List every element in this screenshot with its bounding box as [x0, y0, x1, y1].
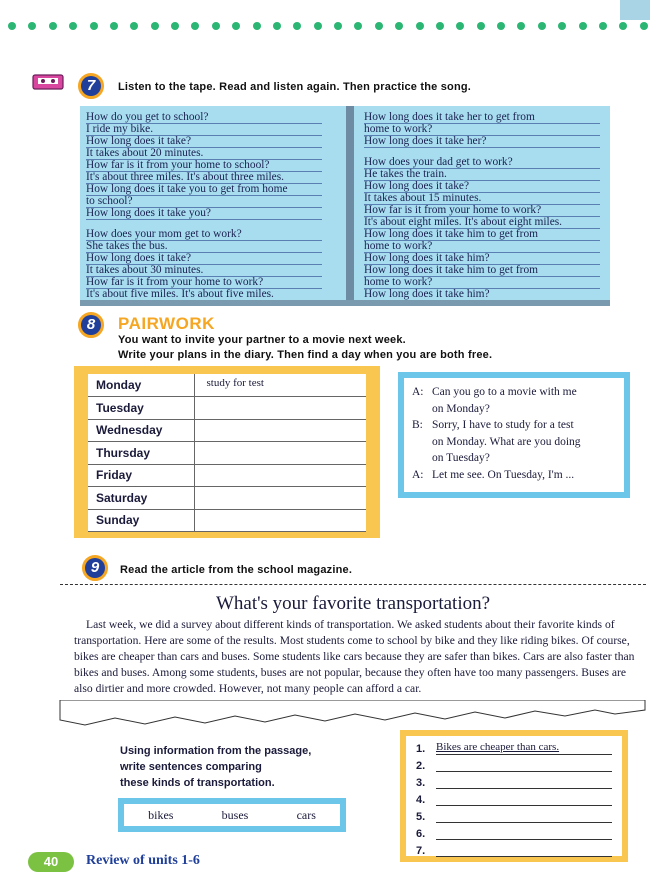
- diary-day: Thursday: [88, 442, 194, 465]
- answer-line[interactable]: [436, 843, 612, 857]
- diary-table: [88, 374, 366, 532]
- answer-line[interactable]: [436, 792, 612, 806]
- song-line: It takes about 20 minutes.: [86, 148, 322, 160]
- answer-line[interactable]: [436, 775, 612, 789]
- answer-line[interactable]: [436, 758, 612, 772]
- border-dot: [579, 22, 587, 30]
- magazine-article: [60, 584, 646, 718]
- song-line: How long does it take you to get from home: [86, 184, 322, 196]
- answer-number: 1.: [416, 743, 426, 755]
- border-dot: [497, 22, 505, 30]
- answer-line[interactable]: Bikes are cheaper than cars.: [436, 741, 612, 755]
- border-dot: [8, 22, 16, 30]
- dialogue-line: [412, 450, 616, 467]
- dialogue-speaker: [412, 434, 432, 451]
- diary-row: [88, 487, 366, 510]
- song-line: home to work?: [364, 124, 600, 136]
- section-9-instruction: Read the article from the school magazine.: [120, 564, 353, 576]
- song-line: How long does it take him?: [364, 289, 600, 301]
- border-dot: [640, 22, 648, 30]
- dialogue-speaker: A:: [412, 468, 424, 481]
- song-right-column: [364, 112, 600, 301]
- word-bikes: bikes: [148, 807, 174, 822]
- top-dot-border: [8, 22, 648, 34]
- word-cars: cars: [296, 807, 316, 822]
- answer-row: [416, 789, 612, 806]
- dialogue-speaker: [412, 450, 432, 467]
- answer-line[interactable]: [436, 809, 612, 823]
- border-dot: [416, 22, 424, 30]
- diary-day: Tuesday: [88, 397, 194, 420]
- border-dot: [110, 22, 118, 30]
- diary-plan-cell[interactable]: [194, 419, 366, 442]
- diary-row: [88, 509, 366, 532]
- song-line: How long does it take?: [86, 136, 322, 148]
- diary-day: Wednesday: [88, 419, 194, 442]
- border-dot: [334, 22, 342, 30]
- border-dot: [69, 22, 77, 30]
- diary-row: [88, 442, 366, 465]
- task-line: these kinds of transportation.: [120, 777, 275, 789]
- dialogue-speaker: A:: [412, 386, 424, 398]
- song-line: home to work?: [364, 241, 600, 253]
- border-dot: [314, 22, 322, 30]
- dialogue-speaker: [412, 401, 432, 418]
- diary-row: [88, 419, 366, 442]
- answer-row: [416, 738, 612, 755]
- page-number: 40: [28, 852, 74, 872]
- dialogue-line: [412, 417, 616, 434]
- border-dot: [151, 22, 159, 30]
- dialogue-text: Can you go to a movie with me: [432, 386, 577, 398]
- song-line: I ride my bike.: [86, 124, 322, 136]
- diary-plan-cell[interactable]: [194, 442, 366, 465]
- answer-number: 4.: [416, 794, 426, 806]
- song-line: It takes about 15 minutes.: [364, 193, 600, 205]
- border-dot: [130, 22, 138, 30]
- border-dot: [171, 22, 179, 30]
- border-dot: [477, 22, 485, 30]
- diary-day: Monday: [88, 374, 194, 397]
- answer-number: 3.: [416, 777, 426, 789]
- dialogue-line: [412, 467, 616, 484]
- dialogue-line: [412, 401, 616, 418]
- dialogue-text: Let me see. On Tuesday, I'm ...: [432, 468, 575, 481]
- border-dot: [619, 22, 627, 30]
- top-corner-band: [620, 0, 650, 20]
- dialogue-text: on Monday. What are you doing: [432, 435, 581, 448]
- border-dot: [49, 22, 57, 30]
- border-dot: [395, 22, 403, 30]
- section-7-instruction: Listen to the tape. Read and listen again. Then practice the song.: [118, 81, 472, 93]
- dialogue-text: on Tuesday?: [432, 452, 490, 464]
- border-dot: [253, 22, 261, 30]
- article-title: What's your favorite transportation?: [215, 593, 491, 614]
- answer-row: [416, 823, 612, 840]
- answer-row: [416, 755, 612, 772]
- pairwork-instruction-2: Write your plans in the diary. Then find a day when you are both free.: [118, 349, 493, 361]
- song-line: It's about five miles. It's about five miles.: [86, 289, 322, 301]
- section-8-number: 8: [78, 312, 104, 338]
- song-line: How long does it take her?: [364, 136, 600, 148]
- answer-row: [416, 772, 612, 789]
- task-line: Using information from the passage,: [120, 745, 312, 757]
- answer-box: [400, 730, 628, 862]
- section-7-number: 7: [78, 73, 104, 99]
- song-line: How long does it take him to get from: [364, 265, 600, 277]
- diary-plan-cell[interactable]: [194, 464, 366, 487]
- border-dot: [28, 22, 36, 30]
- book-spine: [346, 106, 354, 300]
- pairwork-instruction-1: You want to invite your partner to a movie next week.: [118, 334, 406, 346]
- dialogue-line: [412, 384, 616, 401]
- dialogue-box: [398, 372, 630, 498]
- book-base: [80, 300, 610, 306]
- song-line: It's about eight miles. It's about eight miles.: [364, 217, 600, 229]
- song-line: How far is it from your home to work?: [364, 205, 600, 217]
- answer-row: [416, 806, 612, 823]
- comparison-task: [120, 743, 311, 791]
- border-dot: [436, 22, 444, 30]
- answer-number: 5.: [416, 811, 426, 823]
- border-dot: [375, 22, 383, 30]
- song-line: It takes about 30 minutes.: [86, 265, 322, 277]
- answer-number: 6.: [416, 828, 426, 840]
- border-dot: [293, 22, 301, 30]
- task-line: write sentences comparing: [120, 761, 262, 773]
- song-line: How do you get to school?: [86, 112, 322, 124]
- answer-number: 2.: [416, 760, 426, 772]
- diary-plan-cell[interactable]: [194, 487, 366, 510]
- border-dot: [558, 22, 566, 30]
- answer-line[interactable]: [436, 826, 612, 840]
- song-box: [80, 106, 610, 300]
- diary-day: Friday: [88, 464, 194, 487]
- article-body: Last week, we did a survey about different kinds of transportation. We asked students about their favorite kinds of transportation. Here are some of the results. Most students come to school by bike and they like riding bikes. Of course, bikes are cheaper than cars and buses. Some students like cars because they are safer than bikes. Cars are also faster than bikes and buses. Among some students, buses are not popular, because they often have too many passengers. Buses are also dirtier and more crowded. However, not many people can afford a car.: [74, 618, 635, 695]
- border-dot: [538, 22, 546, 30]
- diary-plan-cell[interactable]: [194, 397, 366, 420]
- song-line: How far is it from your home to school?: [86, 160, 322, 172]
- song-line: How long does it take him?: [364, 253, 600, 265]
- diary-box: [74, 366, 380, 538]
- diary-row: [88, 397, 366, 420]
- song-line: How long does it take?: [364, 181, 600, 193]
- answer-number: 7.: [416, 845, 426, 857]
- song-line: How long does it take you?: [86, 208, 322, 220]
- dialogue-speaker: B:: [412, 419, 423, 431]
- dialogue-text: Sorry, I have to study for a test: [432, 419, 574, 431]
- song-line: How far is it from your home to work?: [86, 277, 322, 289]
- diary-row: [88, 464, 366, 487]
- border-dot: [212, 22, 220, 30]
- border-dot: [456, 22, 464, 30]
- border-dot: [232, 22, 240, 30]
- border-dot: [599, 22, 607, 30]
- dialogue-line: [412, 434, 616, 451]
- song-left-column: [86, 112, 322, 301]
- song-line: He takes the train.: [364, 169, 600, 181]
- song-line: She takes the bus.: [86, 241, 322, 253]
- border-dot: [273, 22, 281, 30]
- border-dot: [191, 22, 199, 30]
- diary-plan-cell[interactable]: study for test: [194, 374, 366, 397]
- word-bank: [118, 798, 346, 832]
- song-line: How does your dad get to work?: [364, 157, 600, 169]
- cassette-icon: [32, 74, 64, 90]
- song-line: How long does it take her to get from: [364, 112, 600, 124]
- diary-row: [88, 374, 366, 397]
- song-line: home to work?: [364, 277, 600, 289]
- diary-day: Saturday: [88, 487, 194, 510]
- footer-label: Review of units 1-6: [86, 853, 200, 868]
- answer-row: [416, 840, 612, 857]
- dialogue-text: on Monday?: [432, 402, 490, 415]
- song-line: How long does it take him to get from: [364, 229, 600, 241]
- pairwork-title: PAIRWORK: [118, 314, 215, 333]
- song-line: How does your mom get to work?: [86, 229, 322, 241]
- diary-plan-cell[interactable]: [194, 509, 366, 532]
- word-buses: buses: [221, 807, 249, 822]
- border-dot: [90, 22, 98, 30]
- song-line: It's about three miles. It's about three miles.: [86, 172, 322, 184]
- border-dot: [354, 22, 362, 30]
- song-line: to school?: [86, 196, 322, 208]
- diary-day: Sunday: [88, 509, 194, 532]
- border-dot: [517, 22, 525, 30]
- section-9-number: 9: [82, 555, 108, 581]
- song-line: How long does it take?: [86, 253, 322, 265]
